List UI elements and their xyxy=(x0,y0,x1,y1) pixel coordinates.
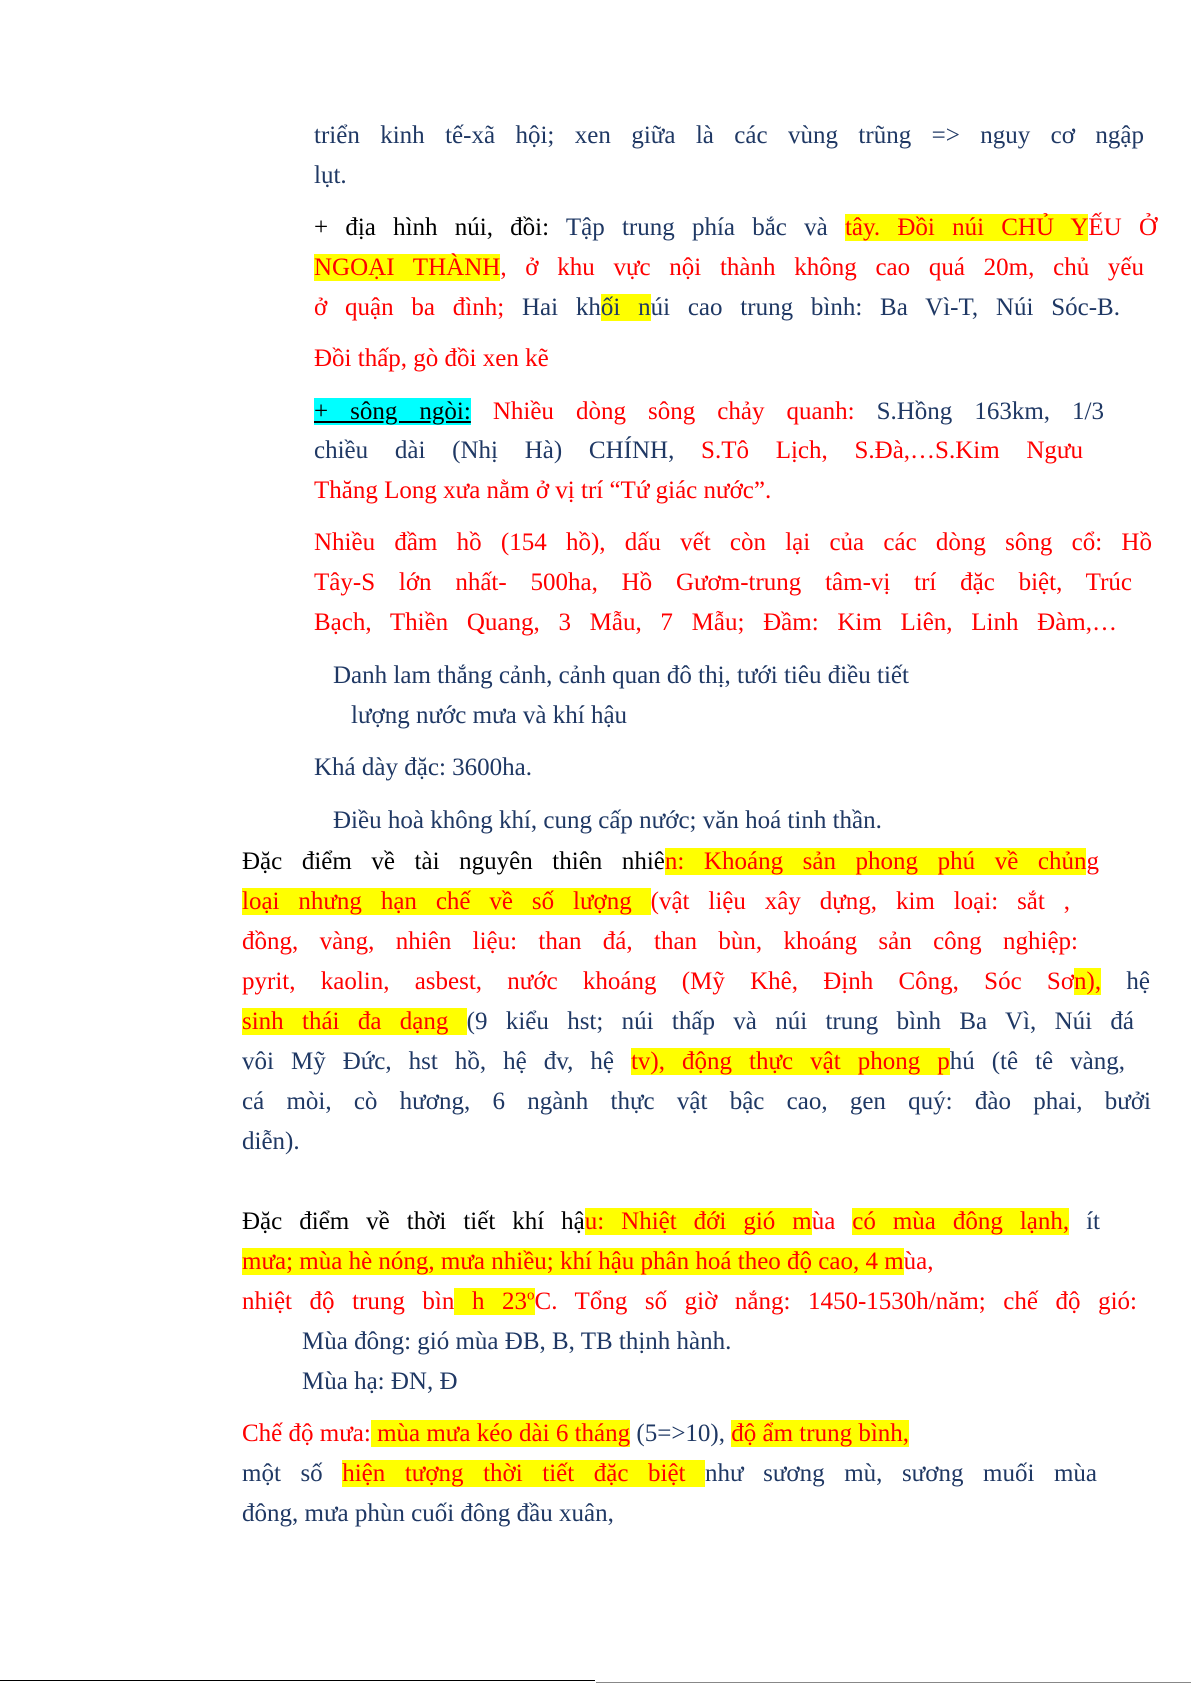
text-run: hệ xyxy=(1101,968,1150,995)
text-line: Tây-S lớn nhất- 500ha, Hồ Gươm-trung tâm-vị trí đặc biệt, Trúc xyxy=(314,569,1132,596)
highlight-heading: + sông ngòi: xyxy=(314,398,471,425)
text-line xyxy=(314,253,1144,283)
text-line xyxy=(242,1287,1137,1317)
text-line: lượng nước mưa và khí hậu xyxy=(351,702,628,729)
superscript: o xyxy=(527,1287,535,1304)
text-line: Nhiều đầm hồ (154 hồ), dấu vết còn lại của các dòng sông cổ: Hồ xyxy=(314,529,1152,556)
text-line xyxy=(314,213,1157,243)
highlight-run: tv), động thực vật phong p xyxy=(630,1048,950,1075)
text-line: cá mòi, cò hương, 6 ngành thực vật bậc cao, gen quý: đào phai, bưởi xyxy=(242,1088,1151,1115)
text-run: một số xyxy=(242,1460,343,1487)
text-run: C. Tổng số giờ nắng: 1450-1530h/năm; chế độ gió: xyxy=(534,1288,1138,1315)
text-line: Điều hoà không khí, cung cấp nước; văn hoá tinh thần. xyxy=(333,807,882,834)
text-line: Mùa hạ: ĐN, Đ xyxy=(302,1368,458,1395)
text-run: chiều dài (Nhị Hà) CHÍNH, xyxy=(314,437,702,464)
text-line xyxy=(242,967,1150,997)
text-line xyxy=(242,1007,1134,1037)
text-line: đồng, vàng, nhiên liệu: than đá, than bùn, khoáng sản công nghiệp: xyxy=(242,928,1078,955)
highlight-run: có mùa đông lạnh, xyxy=(852,1208,1070,1235)
highlight-run: tây. Đồi núi CHỦ Y xyxy=(844,214,1089,241)
text-run: pyrit, kaolin, asbest, nước khoáng (Mỹ Khê, Định Công, Sóc Sơ xyxy=(242,968,1075,995)
highlight-run: NGOẠI THÀNH xyxy=(314,254,501,281)
text-run: Tập trung phía bắc và xyxy=(565,214,845,241)
text-run: vôi Mỹ Đức, hst hồ, hệ đv, hệ xyxy=(242,1048,631,1075)
text-line: Bạch, Thiền Quang, 3 Mẫu, 7 Mẫu; Đầm: Kim Liên, Linh Đàm,… xyxy=(314,609,1117,636)
text-run: + địa hình núi, đồi: xyxy=(314,214,566,241)
text-line: Danh lam thắng cảnh, cảnh quan đô thị, tưới tiêu điều tiết xyxy=(333,662,909,689)
text-line xyxy=(242,1419,909,1449)
text-line xyxy=(314,293,1120,323)
text-run: úi cao trung bình: Ba Vì-T, Núi Sóc-B. xyxy=(650,294,1120,321)
highlight-run: n), xyxy=(1074,968,1102,995)
text-line xyxy=(242,1459,1097,1489)
text-run: ùa xyxy=(811,1208,853,1235)
text-run: g xyxy=(1086,848,1099,875)
highlight-run: hiện tượng thời tiết đặc biệt xyxy=(342,1460,706,1487)
text-line xyxy=(314,436,1083,466)
page-footer-rule xyxy=(0,1680,595,1681)
text-run: S.Hồng 163km, 1/3 xyxy=(876,398,1104,425)
text-run: Chế độ mưa: xyxy=(242,1420,371,1447)
highlight-run: sinh thái đa dạng xyxy=(242,1008,467,1035)
text-line: đông, mưa phùn cuối đông đầu xuân, xyxy=(242,1500,614,1527)
text-run: ở quận ba đình; xyxy=(314,294,522,321)
text-run: nhiệt độ trung bìn xyxy=(242,1288,455,1315)
text-line: Mùa đông: gió mùa ĐB, B, TB thịnh hành. xyxy=(302,1328,732,1355)
text-line xyxy=(242,847,1099,877)
text-line xyxy=(314,397,1104,427)
text-run: Đặc điểm về thời tiết khí hậ xyxy=(242,1208,585,1235)
highlight-run: u: Nhiệt đới gió m xyxy=(584,1208,812,1235)
highlight-run: ối n xyxy=(600,294,651,321)
text-run: , ở khu vực nội thành không cao quá 20m, chủ yếu xyxy=(500,254,1145,281)
text-run: h 23 xyxy=(471,1288,528,1315)
text-run: Nhiều dòng sông chảy quanh: xyxy=(470,398,877,425)
text-line: Khá dày đặc: 3600ha. xyxy=(314,754,532,781)
text-run: S.Tô Lịch, S.Đà,…S.Kim Ngưu xyxy=(701,437,1083,464)
text-line: lụt. xyxy=(314,162,347,189)
text-line: diễn). xyxy=(242,1128,300,1155)
text-line: triển kinh tế-xã hội; xen giữa là các vùng trũng => nguy cơ ngập xyxy=(314,122,1144,149)
text-run: Đặc điểm về tài nguyên thiên nhiê xyxy=(242,848,665,875)
text-line xyxy=(242,1247,934,1277)
text-line: Thăng Long xưa nằm ở vị trí “Tứ giác nước”. xyxy=(314,477,772,504)
text-line xyxy=(242,1207,1100,1237)
text-run: như sương mù, sương muối mùa xyxy=(705,1460,1097,1487)
text-run: ẾU Ở xyxy=(1088,214,1157,241)
text-line xyxy=(242,1047,1125,1077)
text-line: Đồi thấp, gò đồi xen kẽ xyxy=(314,345,549,372)
text-run: (vật liệu xây dựng, kim loại: sắt , xyxy=(650,888,1070,915)
highlight-run: n: Khoáng sản phong phú về chủn xyxy=(664,848,1087,875)
highlight-run: loại nhưng hạn chế về số lượng xyxy=(242,888,651,915)
text-run: (5=>10), xyxy=(630,1420,732,1447)
page-footer-rule xyxy=(596,1682,1191,1683)
highlight-run: mưa xyxy=(242,1248,287,1275)
text-run: Hai kh xyxy=(521,294,601,321)
text-run: ít xyxy=(1069,1208,1100,1235)
highlight-run: ; mùa hè nóng, mưa nhiều; khí hậu phân hoá theo độ cao, 4 m xyxy=(286,1248,904,1275)
text-run: ùa, xyxy=(903,1248,934,1275)
highlight-run: độ ẩm trung bình, xyxy=(731,1420,910,1447)
text-line xyxy=(242,887,1070,917)
highlight-run: mùa mưa kéo dài 6 tháng xyxy=(370,1420,631,1447)
text-run: (9 kiểu hst; núi thấp và núi trung bình Ba Vì, Núi đá xyxy=(466,1008,1134,1035)
highlight-run xyxy=(454,1288,534,1315)
text-run: hú (tê tê vàng, xyxy=(949,1048,1125,1075)
